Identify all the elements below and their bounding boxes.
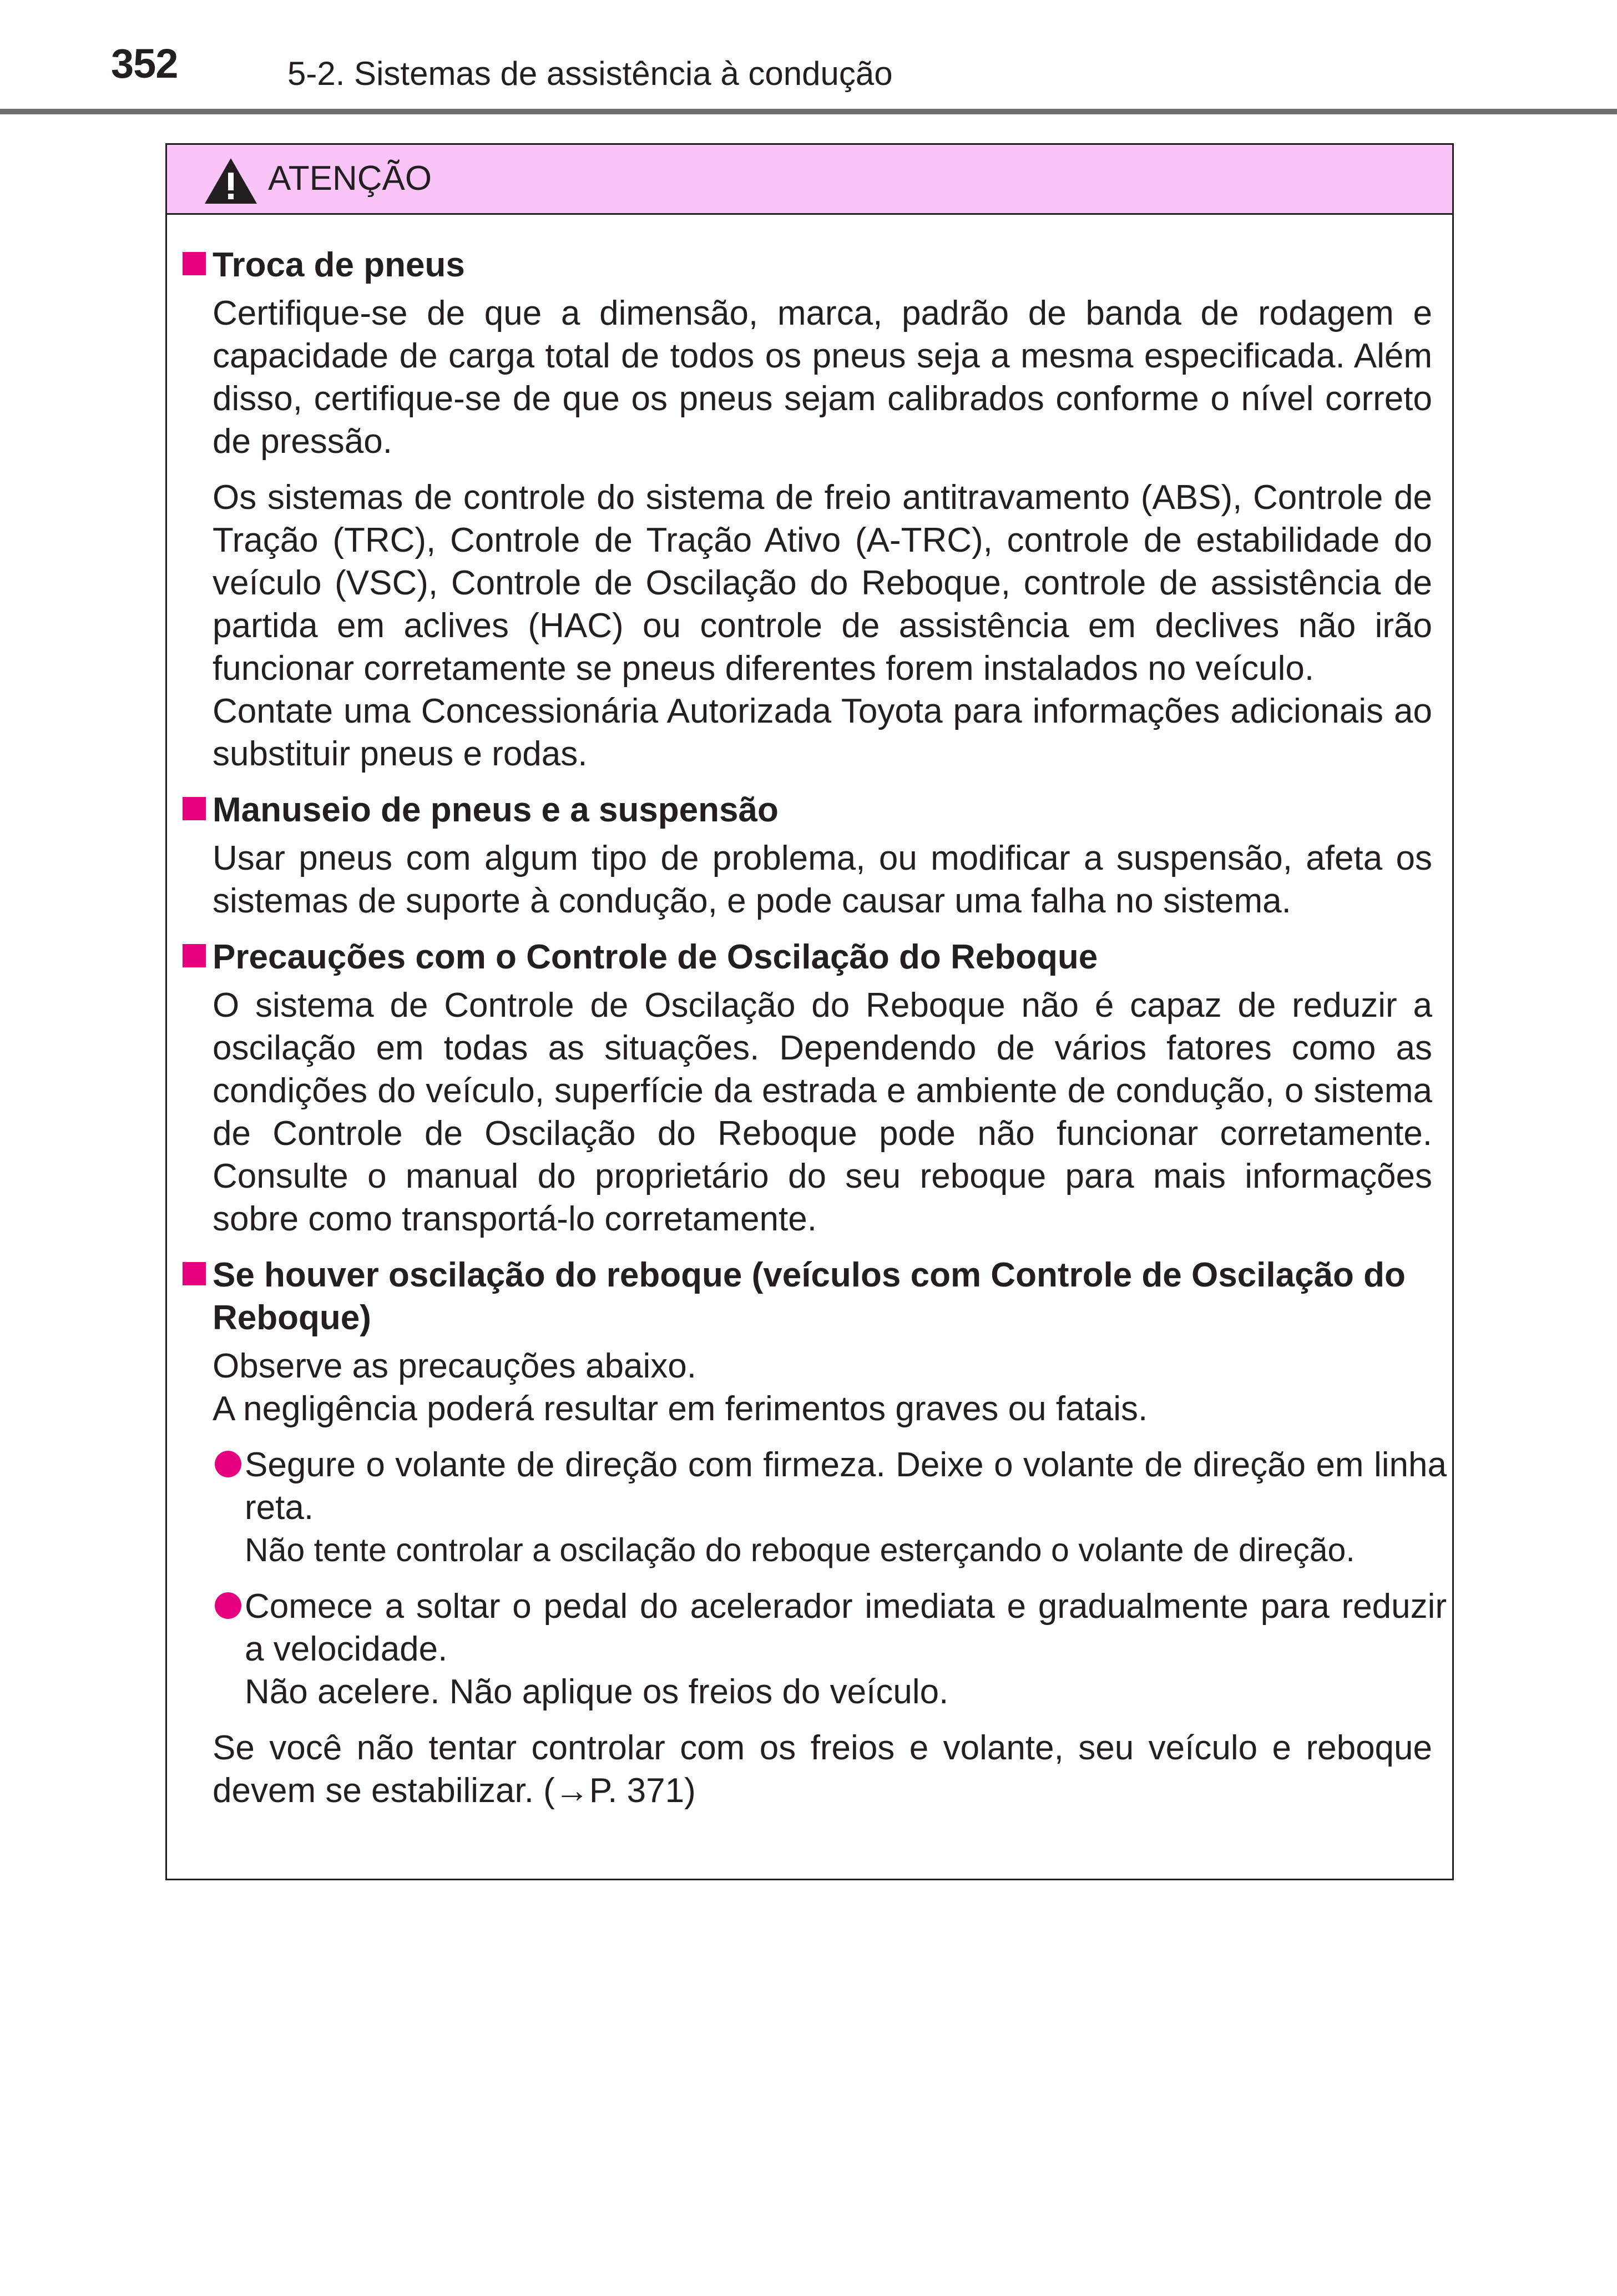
paragraph: Certifique-se de que a dimensão, marca, padrão de banda de rodagem e capacidade de carga total de todos os pneus seja a mesma especificada. Além disso, certifique-se de que os pneus sejam calibrados conforme o nível correto de pressão. — [213, 294, 1432, 461]
section-heading — [181, 244, 1447, 286]
heading-text: Se houver oscilação do reboque (veículos com Controle de Oscilação do Reboque) — [213, 1256, 1406, 1337]
square-bullet-icon — [183, 944, 206, 967]
section-title: 5-2. Sistemas de assistência à condução — [287, 55, 893, 92]
warning-label: ATENÇÃO — [268, 159, 432, 198]
section-heading — [181, 936, 1447, 978]
square-bullet-icon — [183, 1262, 206, 1285]
section-heading — [181, 1254, 1447, 1339]
section-tire-change — [181, 244, 1447, 775]
header-rule — [0, 109, 1617, 114]
warning-content — [181, 244, 1447, 1825]
paragraph: Contate uma Concessionária Autorizada Toyota para informações adicionais ao substituir pneus e rodas. — [213, 692, 1432, 773]
section-trailer-sway — [181, 1254, 1447, 1812]
warning-triangle-icon — [204, 157, 258, 205]
paragraph: O sistema de Controle de Oscilação do Reboque não é capaz de reduzir a oscilação em todas as situações. Dependendo de vários fatores como as condições do veículo, superfície da estrada e ambiente de condução, o sistema de Controle de Oscilação do Reboque pode não funcionar corretamente. Consulte o manual do proprietário do seu reboque para mais informações sobre como transportá-lo corretamente. — [213, 986, 1432, 1238]
heading-text: Manuseio de pneus e a suspensão — [213, 791, 779, 829]
warning-header — [167, 145, 1452, 215]
heading-text: Precauções com o Controle de Oscilação do Reboque — [213, 938, 1098, 976]
list-item — [181, 1444, 1447, 1572]
paragraph: A negligência poderá resultar em ferimentos graves ou fatais. — [213, 1390, 1148, 1428]
paragraph: Os sistemas de controle do sistema de freio antitravamento (ABS), Controle de Tração (TRC), Controle de Tração Ativo (A-TRC), controle de estabilidade do veículo (VSC), Controle de Oscilação do Reboque, controle de assistência de partida em aclives (HAC) ou controle de assistência em declives não irão funcionar corretamente se pneus diferentes forem instalados no veículo. — [213, 478, 1432, 688]
paragraph: Observe as precauções abaixo. — [213, 1347, 696, 1385]
section-tire-suspension — [181, 789, 1447, 922]
section-sway-control-precautions — [181, 936, 1447, 1240]
list-item-text: Comece a soltar o pedal do acelerador imediata e gradualmente para reduzir a velocidade. — [245, 1587, 1447, 1668]
square-bullet-icon — [183, 797, 206, 820]
warning-box — [165, 143, 1454, 1880]
closing-paragraph: Se você não tentar controlar com os freios e volante, seu veículo e reboque devem se estabilizar. (→P. 371) — [213, 1729, 1432, 1810]
list-item-note: Não acelere. Não aplique os freios do veículo. — [245, 1673, 949, 1711]
list-item-text: Segure o volante de direção com firmeza. Deixe o volante de direção em linha reta. — [245, 1446, 1447, 1527]
heading-text: Troca de pneus — [213, 246, 465, 284]
page-number: 352 — [111, 41, 178, 87]
paragraph: Usar pneus com algum tipo de problema, ou modificar a suspensão, afeta os sistemas de suporte à condução, e pode causar uma falha no sistema. — [213, 839, 1432, 920]
list-item-note: Não tente controlar a oscilação do reboque esterçando o volante de direção. — [245, 1532, 1355, 1568]
round-bullet-icon — [215, 1451, 241, 1477]
round-bullet-icon — [215, 1592, 241, 1619]
section-heading — [181, 789, 1447, 831]
list-item — [181, 1585, 1447, 1713]
square-bullet-icon — [183, 252, 206, 275]
